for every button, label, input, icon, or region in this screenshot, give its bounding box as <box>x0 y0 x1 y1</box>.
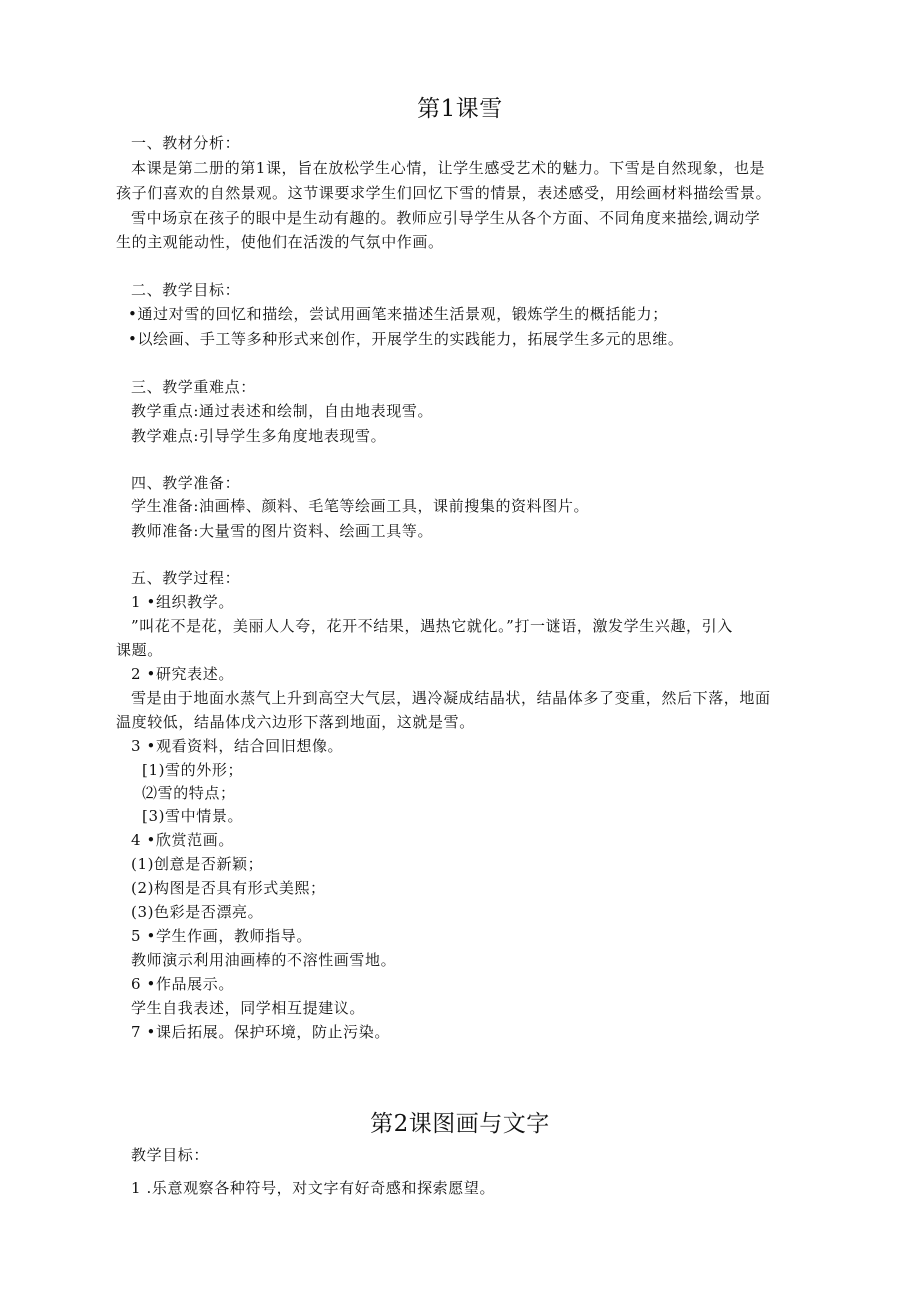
section3-line1: 教学重点:通过表述和绘制，自由地表现雪。 <box>131 402 434 420</box>
section1-para1-line1: 本课是第二册的第1课，旨在放松学生心情，让学生感受艺术的魅力。下雪是自然现象，也是 <box>131 159 766 177</box>
section4-line2: 教师准备:大量雪的图片资料、绘画工具等。 <box>131 522 434 540</box>
process-step2: 2 •研究表述。 <box>131 665 234 683</box>
process-step3: 3 •观看资料，结合回旧想像。 <box>131 737 344 755</box>
lesson2-title: 第2课图画与文字 <box>370 1111 550 1137</box>
process-step3-item2: ⑵雪的特点； <box>142 784 236 802</box>
lesson2-goal-item1: 1 .乐意观察各种符号，对文字有好奇感和探索愿望。 <box>131 1179 496 1197</box>
lesson2-goal-heading: 教学目标： <box>131 1146 210 1164</box>
section4-line1: 学生准备:油画棒、颜料、毛笔等绘画工具，课前搜集的资料图片。 <box>131 497 590 515</box>
process-step4-item1: (1)创意是否新颖； <box>131 855 264 873</box>
process-step5: 5 •学生作画，教师指导。 <box>131 927 312 945</box>
process-step6: 6 •作品展示。 <box>131 975 234 993</box>
process-step7: 7 •课后拓展。保护环境，防止污染。 <box>131 1023 390 1041</box>
process-step2-text-line2: 温度较低，结晶体戊六边形下落到地面，这就是雪。 <box>116 713 475 731</box>
process-step3-item1: [1)雪的外形； <box>142 761 244 779</box>
section2-item1: •通过对雪的回忆和描绘，尝试用画笔来描述生活景观，锻炼学生的概括能力； <box>128 305 668 323</box>
process-step1-text-line1: ”叫花不是花，美丽人人夸，花开不结果，遇热它就化。”打一谜语，激发学生兴趣，引入 <box>131 617 733 635</box>
process-step6-text: 学生自我表述，同学相互提建议。 <box>131 999 366 1017</box>
section5-heading: 五、教学过程： <box>131 569 241 587</box>
lesson1-title: 第1课雪 <box>417 96 503 122</box>
section2-item2: •以绘画、手工等多种形式来创作，开展学生的实践能力，拓展学生多元的思维。 <box>128 330 684 348</box>
process-step4-item2: (2)构图是否具有形式美熙； <box>131 879 326 897</box>
section3-line2: 教学难点:引导学生多角度地表现雪。 <box>131 427 387 445</box>
process-step5-text: 教师演示利用油画棒的不溶性画雪地。 <box>131 951 397 969</box>
section1-heading: 一、教材分析： <box>131 134 241 152</box>
process-step4: 4 •欣赏范画。 <box>131 831 234 849</box>
section1-para1-line2: 孩子们喜欢的自然景观。这节课要求学生们回忆下雪的情景，表述感受，用绘画材料描绘雪景。 <box>116 184 772 202</box>
section2-heading: 二、教学目标： <box>131 281 241 299</box>
process-step1: 1 •组织教学。 <box>131 593 234 611</box>
process-step2-text-line1: 雪是由于地面水蒸气上升到高空大气层，遇冷凝成结晶状，结晶体多了变重，然后下落，地面 <box>131 689 771 707</box>
process-step1-text-line2: 课题。 <box>116 641 163 659</box>
process-step4-item3: (3)色彩是否漂亮。 <box>131 903 264 921</box>
section4-heading: 四、教学准备： <box>131 474 241 492</box>
section1-para2-line2: 生的主观能动性，使他们在活泼的气氛中作画。 <box>116 233 444 251</box>
section3-heading: 三、教学重难点： <box>131 378 256 396</box>
section1-para2-line1: 雪中场京在孩子的眼中是生动有趣的。教师应引导学生从各个方面、不同角度来描绘,调动学 <box>131 209 761 227</box>
process-step3-item3: [3)雪中情景。 <box>142 807 244 825</box>
